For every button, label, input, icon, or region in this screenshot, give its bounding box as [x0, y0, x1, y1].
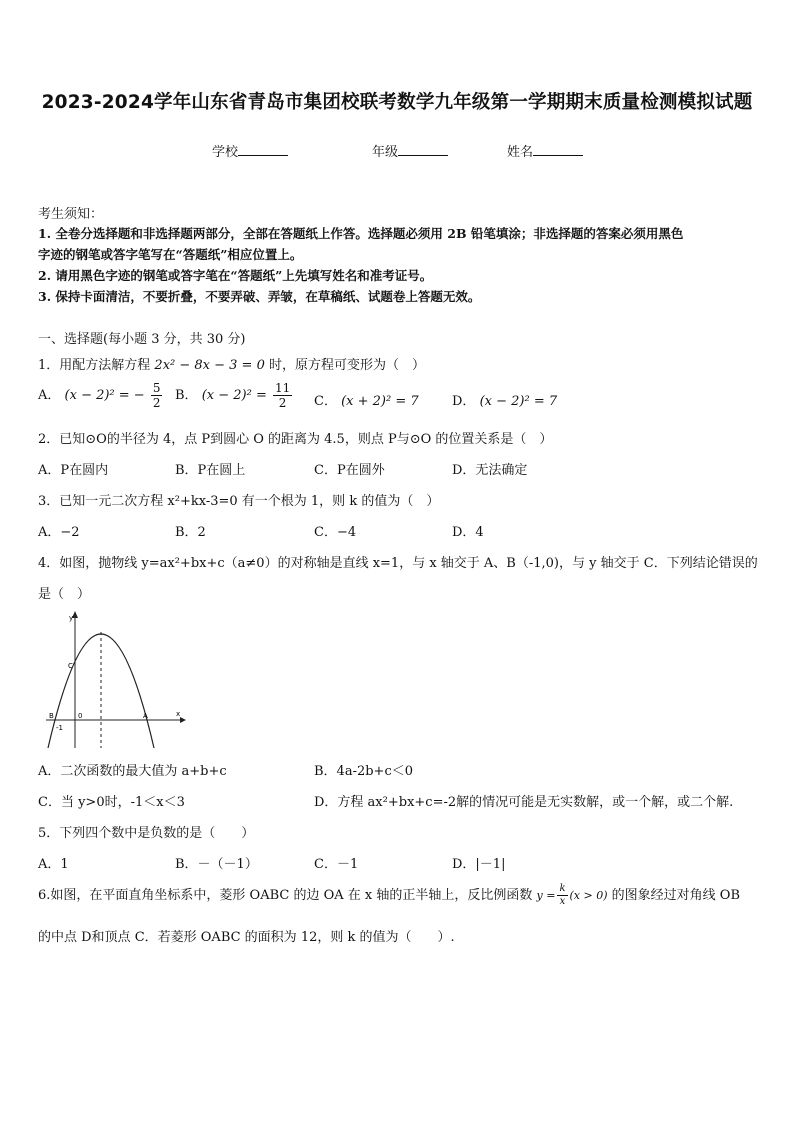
- point-b-label: B: [49, 712, 54, 720]
- denominator: x: [559, 896, 566, 907]
- q1-stem-b: 时，原方程可变形为（ ）: [269, 358, 426, 373]
- name-blank[interactable]: [533, 143, 583, 156]
- q6-func-cond: (x > 0): [569, 889, 608, 902]
- q4-option-b[interactable]: B．4a-2b+c＜0: [314, 764, 414, 779]
- school-field[interactable]: [212, 141, 288, 160]
- notice-item: 1. 全卷分选择题和非选择题两部分，全部在答题纸上作答。选择题必须用 2B 铅笔填涂；非选择题的答案必须用黑色: [38, 226, 684, 241]
- section-heading: 一、选择题(每小题 3 分，共 30 分): [38, 332, 246, 347]
- origin-label: 0: [78, 712, 83, 720]
- q5-option-d[interactable]: D．|－1|: [452, 857, 506, 872]
- q2-option-a[interactable]: A．P在圆内: [38, 463, 109, 478]
- school-label: 学校: [212, 145, 239, 160]
- option-label: D．: [452, 394, 476, 409]
- notice-heading: 考生须知：: [38, 207, 104, 222]
- question-4-stem-2: 是（ ）: [38, 587, 91, 602]
- q4-option-d[interactable]: D．方程 ax²+bx+c=-2解的情况可能是无实数解，或一个解，或二个解.: [314, 795, 734, 810]
- q1-option-a[interactable]: [38, 382, 164, 409]
- grade-field[interactable]: [372, 141, 448, 160]
- notice-item: 2. 请用黑色字迹的钢笔或答字笔在“答题纸”上先填写姓名和准考证号。: [38, 268, 433, 283]
- fraction: [151, 382, 163, 409]
- q1-equation: 2x² − 8x − 3 = 0: [154, 358, 265, 373]
- question-3-stem: 3．已知一元二次方程 x²+kx-3=0 有一个根为 1，则 k 的值为（ ）: [38, 494, 440, 509]
- q3-option-b[interactable]: B．2: [175, 525, 206, 540]
- q5-option-b[interactable]: B．－（－1）: [175, 857, 258, 872]
- option-expr: (x − 2)² = −: [64, 388, 145, 403]
- name-field[interactable]: [507, 141, 583, 160]
- question-1-stem: [38, 354, 425, 373]
- numerator: k: [559, 883, 566, 894]
- q6-func-y: y =: [536, 889, 556, 902]
- option-label: A．: [38, 388, 61, 403]
- question-6-stem-2: 的中点 D和顶点 C．若菱形 OABC 的面积为 12，则 k 的值为（ ）.: [38, 930, 455, 945]
- notice-item: 3. 保持卡面清洁，不要折叠，不要弄破、弄皱，在草稿纸、试题卷上答题无效。: [38, 289, 481, 304]
- q3-option-c[interactable]: C．−4: [314, 525, 357, 540]
- name-label: 姓名: [507, 145, 534, 160]
- denominator: 2: [152, 396, 161, 410]
- q1-option-d[interactable]: [452, 390, 557, 409]
- numerator: 11: [274, 381, 291, 395]
- grade-blank[interactable]: [398, 143, 448, 156]
- point-a-label: A: [143, 712, 148, 720]
- page-title: 2023-2024学年山东省青岛市集团校联考数学九年级第一学期期末质量检测模拟试题: [41, 92, 753, 113]
- question-4-stem: 4．如图，抛物线 y=ax²+bx+c（a≠0）的对称轴是直线 x=1，与 x 轴交于 A、B（-1,0)，与 y 轴交于 C．下列结论错误的: [38, 556, 758, 571]
- denominator: 2: [278, 396, 287, 410]
- x-axis-arrow: [180, 717, 186, 723]
- question-6-stem: [38, 884, 740, 907]
- parabola-graph: [38, 608, 188, 753]
- numerator: 5: [152, 381, 161, 395]
- q1-option-b[interactable]: [175, 382, 294, 409]
- option-label: C．: [314, 394, 337, 409]
- school-blank[interactable]: [238, 143, 288, 156]
- minus-one-label: -1: [56, 724, 63, 732]
- q5-option-c[interactable]: C．－1: [314, 857, 359, 872]
- question-5-stem: 5．下列四个数中是负数的是（ ）: [38, 826, 255, 841]
- q6-text-b: 的图象经过对角线 OB: [611, 888, 740, 903]
- q2-option-b[interactable]: B．P在圆上: [175, 463, 246, 478]
- option-expr: (x − 2)² =: [201, 388, 267, 403]
- q5-option-a[interactable]: A．1: [38, 857, 69, 872]
- q6-text-a: 6.如图，在平面直角坐标系中，菱形 OABC 的边 OA 在 x 轴的正半轴上，反比例函数: [38, 888, 533, 903]
- point-c-label: C: [68, 662, 73, 670]
- y-label: y: [69, 614, 74, 622]
- q1-option-c[interactable]: [314, 390, 419, 409]
- q2-option-c[interactable]: C．P在圆外: [314, 463, 385, 478]
- q3-option-d[interactable]: D．4: [452, 525, 484, 540]
- q6-fraction: [557, 884, 567, 907]
- option-expr: (x + 2)² = 7: [341, 394, 419, 409]
- x-label: x: [176, 710, 181, 718]
- q4-option-a[interactable]: A．二次函数的最大值为 a+b+c: [38, 764, 227, 779]
- option-expr: (x − 2)² = 7: [479, 394, 558, 409]
- q3-option-a[interactable]: A．−2: [38, 525, 80, 540]
- option-label: B．: [175, 388, 198, 403]
- q1-stem-a: 1．用配方法解方程: [38, 358, 151, 373]
- question-2-stem: 2．已知⊙O的半径为 4，点 P到圆心 O 的距离为 4.5，则点 P与⊙O 的位置关系是（ ）: [38, 432, 553, 447]
- grade-label: 年级: [372, 145, 399, 160]
- q4-option-c[interactable]: C．当 y>0时，-1＜x＜3: [38, 795, 185, 810]
- q2-option-d[interactable]: D．无法确定: [452, 463, 528, 478]
- fraction: [273, 382, 292, 409]
- notice-item: 字迹的钢笔或答字笔写在“答题纸”相应位置上。: [38, 247, 303, 262]
